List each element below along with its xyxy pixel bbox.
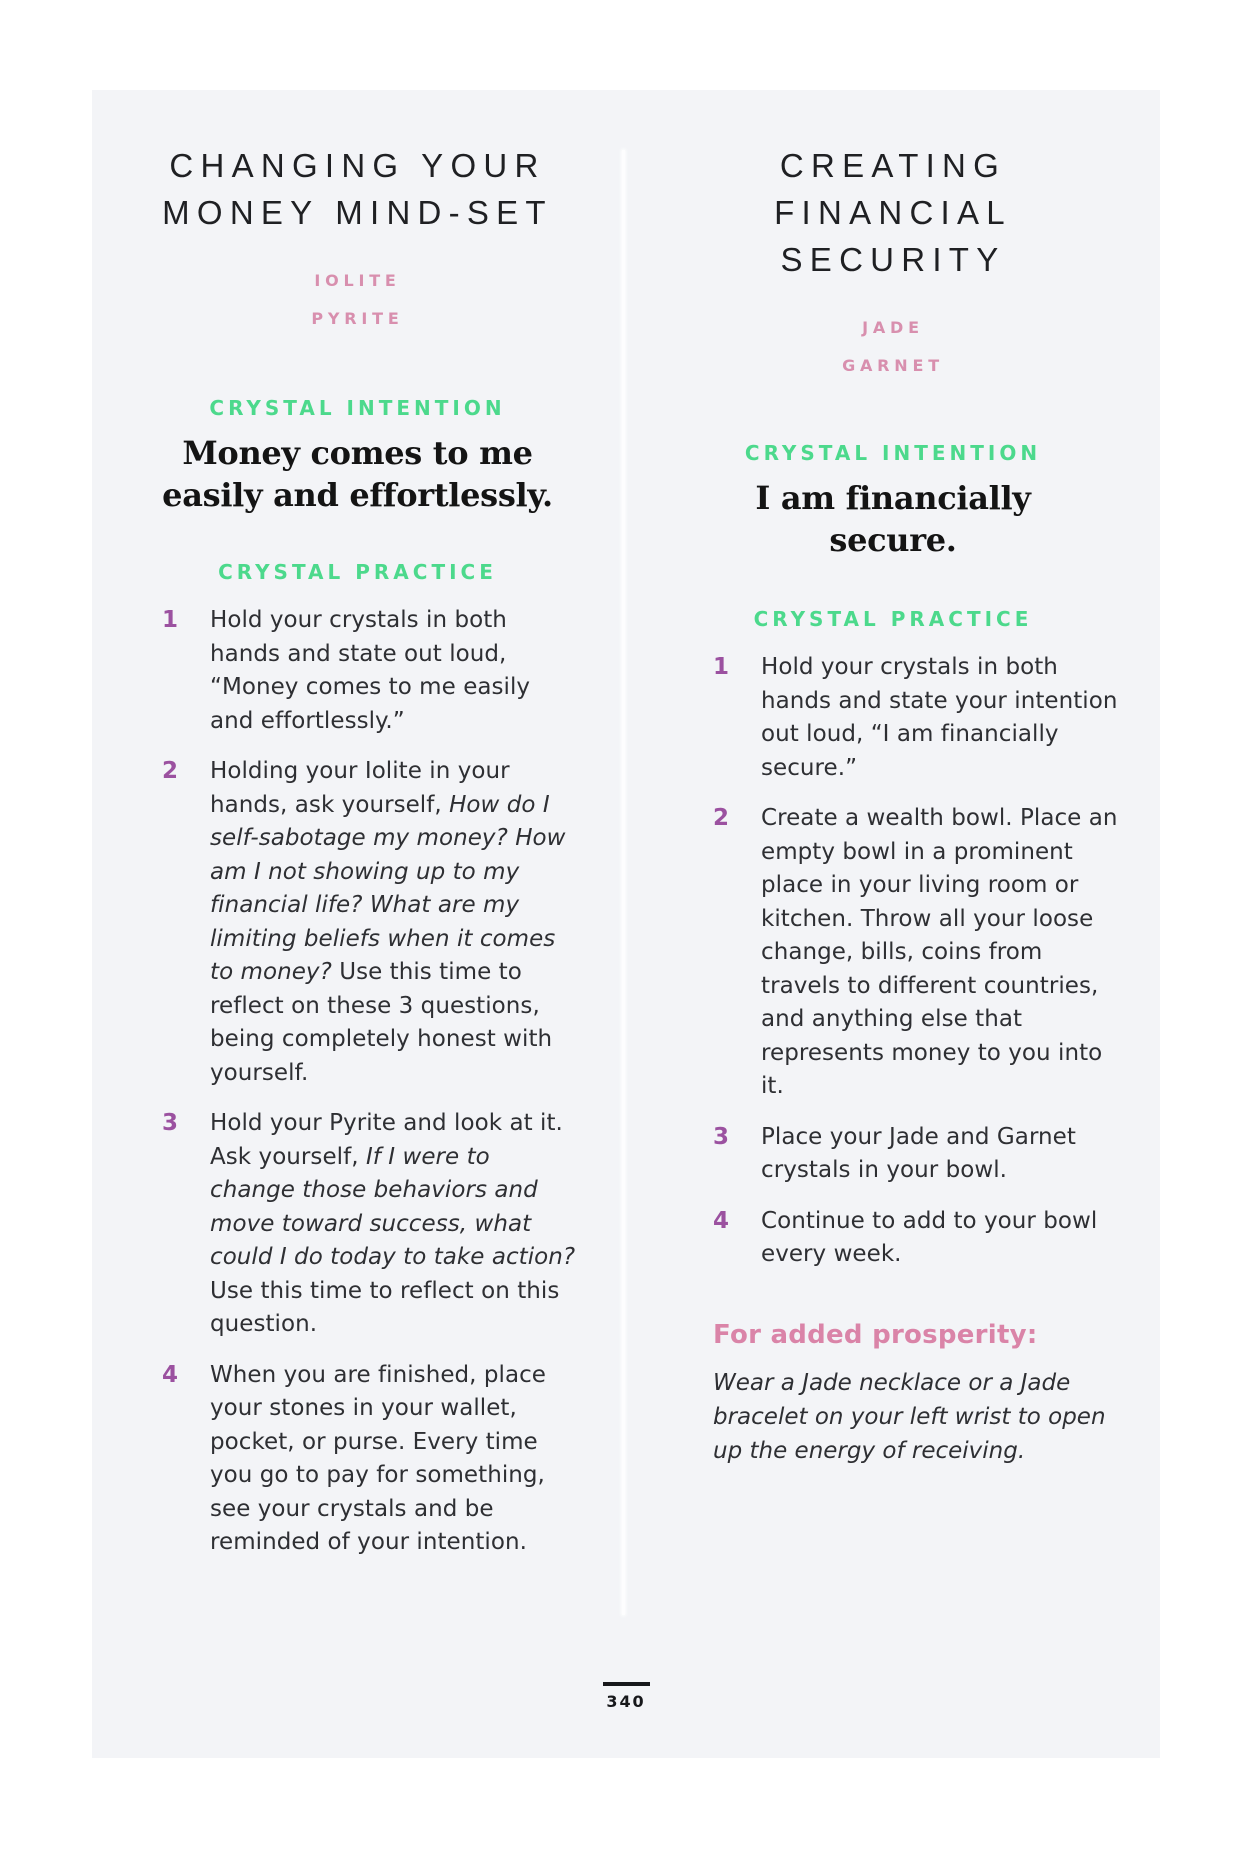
practice-step [162,604,578,738]
step-text: Create a wealth bowl. Place an empty bowl in a prominent place in your living room or kitchen. Throw all your loose change, bills, coins from travels to different countries, and anything else that represents money to you into it. [761,805,1118,1099]
step-text: Hold your crystals in both hands and state your intention out loud, “I am financially secure.” [761,654,1118,781]
practice-step [713,651,1120,785]
step-text: Holding your Iolite in your hands, ask yourself, How do I self-sabotage my money? How am I not showing up to my financial life? What are my limiting beliefs when it comes to money? Use this time to reflect on these 3 questions, being completely honest with yourself. [210,758,566,1086]
left-crystal-intention-label: CRYSTAL INTENTION [209,396,506,420]
page [92,90,1160,1758]
step-text: Hold your crystals in both hands and state out loud, “Money comes to me easily and effortlessly.” [210,607,531,734]
prosperity-note-body: Wear a Jade necklace or a Jade bracelet on your left wrist to open up the energy of receiving. [713,1369,1106,1464]
left-title-line-1: CHANGING YOUR [169,147,546,184]
stone-name: JADE [862,318,924,337]
stone-name: GARNET [842,356,944,375]
step-number: 2 [162,758,179,784]
practice-step [713,802,1120,1104]
column-divider [622,150,625,1615]
right-chapter-title [626,142,1160,283]
step-number: 2 [713,805,730,831]
right-crystal-intention-label: CRYSTAL INTENTION [744,441,1042,465]
practice-step [713,1121,1120,1188]
folio-rule [603,1682,650,1686]
left-intention-text: Money comes to me easily and effortlessly. [162,434,553,514]
right-intention-text: I am financially secure. [755,479,1031,559]
folio [92,1682,1160,1711]
left-practice-list [92,604,623,1560]
right-title-line-2: FINANCIAL [774,194,1012,231]
step-number: 4 [162,1361,179,1388]
right-title-line-1: CREATING [779,147,1007,184]
step-number: 3 [162,1110,179,1136]
right-title-line-3: SECURITY [780,241,1006,278]
left-title-line-2: MONEY MIND-SET [162,194,553,231]
stone-name: PYRITE [311,309,404,328]
right-practice-list [626,651,1160,1272]
step-text: Continue to add to your bowl every week. [761,1207,1098,1267]
left-column [92,90,623,1577]
left-chapter-title [92,142,623,236]
step-number: 1 [162,607,179,633]
practice-step [162,755,578,1090]
left-crystal-practice-label: CRYSTAL PRACTICE [218,560,497,584]
right-crystal-practice-label: CRYSTAL PRACTICE [753,607,1033,631]
practice-step [162,1107,578,1342]
right-stone-list [626,309,1160,385]
step-text: Hold your Pyrite and look at it. Ask yourself, If I were to change those behaviors and move toward success, what could I do today to take action? Use this time to reflect on this question. [210,1110,576,1337]
left-stone-list [92,262,623,338]
stone-name: IOLITE [314,271,401,290]
prosperity-note [626,1320,1160,1468]
right-column [626,90,1160,1468]
step-number: 4 [713,1207,730,1234]
page-number: 340 [606,1692,646,1711]
step-text: Place your Jade and Garnet crystals in your bowl. [761,1123,1076,1183]
step-number: 1 [713,654,730,680]
prosperity-note-title: For added prosperity: [713,1319,1038,1350]
step-text: When you are finished, place your stones in your wallet, pocket, or purse. Every time you go to pay for something, see your crystals and be reminded of your intention. [210,1361,546,1555]
practice-step [162,1359,578,1560]
practice-step [713,1205,1120,1272]
step-number: 3 [713,1123,730,1150]
